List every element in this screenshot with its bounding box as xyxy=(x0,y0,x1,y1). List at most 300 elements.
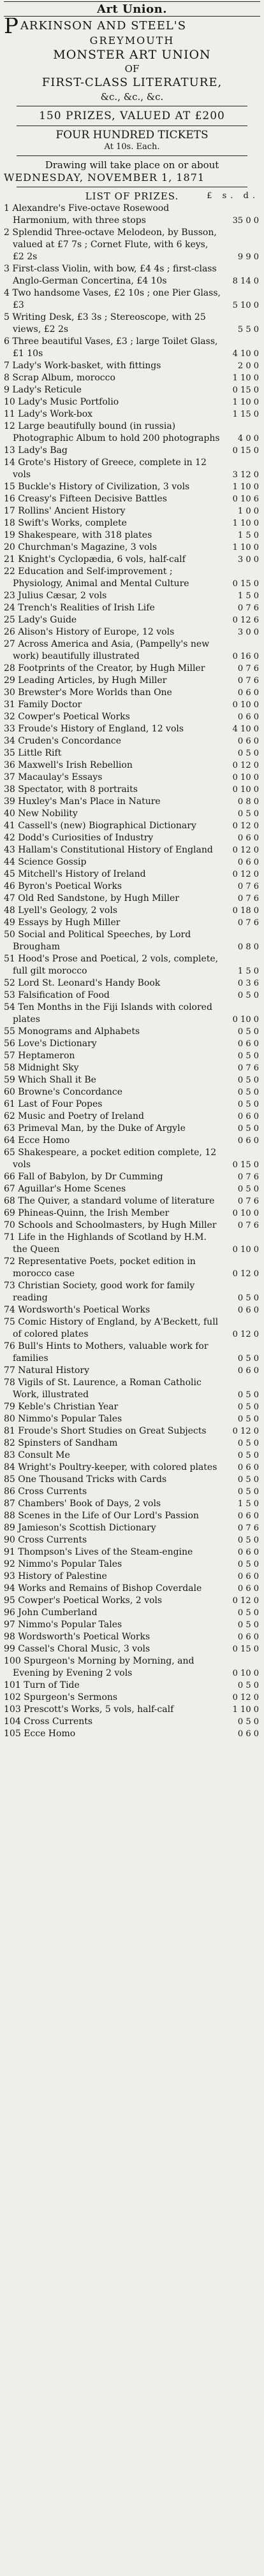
prize-description: 18 Swift's Works, complete xyxy=(4,518,127,528)
list-item xyxy=(4,1365,260,1377)
prize-value: 0 5 0 xyxy=(237,1076,259,1085)
prize-value: 0 7 6 xyxy=(237,1197,259,1206)
list-item xyxy=(4,929,260,953)
prize-description: 22 Education and Self-improvement ; Physiology, Animal and Mental Culture xyxy=(4,566,189,589)
list-item xyxy=(4,747,260,759)
prize-description: 46 Byron's Poetical Works xyxy=(4,881,122,891)
prize-description: 57 Heptameron xyxy=(4,1051,75,1061)
list-item xyxy=(4,312,260,336)
prize-description: 89 Jamieson's Scottish Dictionary xyxy=(4,1523,156,1533)
prize-description: 23 Julius Cæsar, 2 vols xyxy=(4,591,107,601)
prize-description: 72 Representative Poets, pocket edition in morocco case xyxy=(4,1256,196,1279)
prize-description: 25 Lady's Guide xyxy=(4,615,77,625)
prize-value: 0 18 0 xyxy=(232,906,259,916)
prize-description: 36 Maxwell's Irish Rebellion xyxy=(4,760,133,770)
list-item xyxy=(4,784,260,796)
prize-description: 55 Monograms and Alphabets xyxy=(4,1026,140,1037)
literature-line: FIRST-CLASS LITERATURE, xyxy=(41,76,223,89)
prize-description: 88 Scenes in the Life of Our Lord's Passion xyxy=(4,1511,199,1521)
list-item xyxy=(4,1546,260,1558)
list-item xyxy=(4,203,260,227)
prize-value: 0 10 0 xyxy=(232,700,259,710)
prize-value: 0 6 0 xyxy=(237,1112,259,1121)
prize-value: 1 10 0 xyxy=(232,1705,259,1715)
prize-value: 0 15 0 xyxy=(232,446,259,456)
list-item xyxy=(4,602,260,614)
list-item xyxy=(4,796,260,808)
prize-value: 0 6 0 xyxy=(237,1572,259,1581)
list-item xyxy=(4,1195,260,1207)
prize-value: 0 5 0 xyxy=(237,749,259,758)
prize-value: 0 7 6 xyxy=(237,1172,259,1182)
list-item xyxy=(4,808,260,820)
prize-value: 1 5 0 xyxy=(237,531,259,540)
list-item xyxy=(4,1498,260,1510)
prize-description: 68 The Quiver, a standard volume of literature xyxy=(4,1196,215,1206)
prize-value: 0 12 6 xyxy=(232,615,259,625)
prize-description: 58 Midnight Sky xyxy=(4,1063,79,1073)
prize-description: 49 Essays by Hugh Miller xyxy=(4,917,121,928)
prize-description: 80 Nimmo's Popular Tales xyxy=(4,1414,122,1424)
art-union-title: MONSTER ART UNION xyxy=(53,48,211,62)
prize-description: 63 Primeval Man, by the Duke of Argyle xyxy=(4,1123,186,1133)
prize-description: 87 Chambers' Book of Days, 2 vols xyxy=(4,1499,161,1509)
prize-description: 93 History of Palestine xyxy=(4,1571,107,1581)
prize-value: 0 5 0 xyxy=(237,1536,259,1545)
prize-value: 1 10 0 xyxy=(232,519,259,528)
list-item xyxy=(4,1522,260,1534)
prize-value: 0 5 0 xyxy=(237,1560,259,1569)
list-item xyxy=(4,953,260,977)
prize-value: 4 10 0 xyxy=(232,724,259,734)
list-item xyxy=(4,638,260,663)
list-item xyxy=(4,1062,260,1074)
list-item xyxy=(4,687,260,699)
ticket-price-line: At 10s. Each. xyxy=(104,142,160,152)
prize-description: 20 Churchman's Magazine, 3 vols xyxy=(4,542,158,552)
prize-value: 0 12 0 xyxy=(232,1427,259,1436)
prize-value: 0 7 6 xyxy=(237,603,259,613)
prize-description: 17 Rollins' Ancient History xyxy=(4,506,126,516)
prize-description: 78 Vigils of St. Laurence, a Roman Catholic Work, illustrated xyxy=(4,1378,202,1400)
prize-description: 10 Lady's Music Portfolio xyxy=(4,397,119,407)
prize-value: 0 5 0 xyxy=(237,1439,259,1448)
prize-value: 0 12 0 xyxy=(232,761,259,770)
prize-description: 98 Wordsworth's Poetical Works xyxy=(4,1632,150,1642)
prize-description: 91 Thompson's Lives of the Steam-engine xyxy=(4,1547,193,1557)
prize-description: 32 Cowper's Poetical Works xyxy=(4,712,130,722)
prize-value: 2 0 0 xyxy=(237,361,259,371)
prize-value: 0 7 6 xyxy=(237,918,259,928)
prize-list xyxy=(4,203,260,1740)
prize-value: 1 5 0 xyxy=(237,1499,259,1509)
prize-description: 103 Prescott's Works, 5 vols, half-calf xyxy=(4,1704,174,1715)
prize-description: 6 Three beautiful Vases, £3 ; large Toilet Glass, £1 10s xyxy=(4,336,218,359)
list-item xyxy=(4,554,260,566)
list-item xyxy=(4,263,260,287)
list-item xyxy=(4,1607,260,1619)
prize-description: 94 Works and Remains of Bishop Coverdale xyxy=(4,1583,202,1594)
list-item xyxy=(4,1413,260,1425)
list-item xyxy=(4,1655,260,1680)
list-item xyxy=(4,1232,260,1256)
prize-description: 75 Comic History of England, by A'Beckett, full of colored plates xyxy=(4,1317,219,1339)
prize-value: 0 12 0 xyxy=(232,1693,259,1702)
prize-value: 1 5 0 xyxy=(237,591,259,601)
list-item xyxy=(4,408,260,421)
list-item xyxy=(4,529,260,542)
divider xyxy=(17,155,247,156)
prize-value: 0 6 0 xyxy=(237,1136,259,1146)
list-item xyxy=(4,1583,260,1595)
prize-value: 1 15 0 xyxy=(232,410,259,419)
firm-name xyxy=(4,18,260,34)
prize-value: 0 7 6 xyxy=(237,1063,259,1073)
etc-line: &c., &c., &c. xyxy=(100,91,164,103)
list-item xyxy=(4,1486,260,1498)
prize-description: 48 Lyell's Geology, 2 vols xyxy=(4,905,118,916)
list-item xyxy=(4,1086,260,1098)
list-item xyxy=(4,1450,260,1462)
prize-value: 3 0 0 xyxy=(237,628,259,637)
prize-value: 1 10 0 xyxy=(232,482,259,492)
prize-description: 7 Lady's Work-basket, with fittings xyxy=(4,361,161,371)
list-item xyxy=(4,614,260,626)
prize-description: 82 Spinsters of Sandham xyxy=(4,1438,118,1448)
section-heading: Art Union. xyxy=(96,3,167,16)
prize-description: 74 Wordsworth's Poetical Works xyxy=(4,1305,150,1315)
prize-value: 0 8 0 xyxy=(237,797,259,807)
prize-value: 0 6 0 xyxy=(237,858,259,867)
prize-description: 73 Christian Society, good work for family reading xyxy=(4,1281,195,1303)
prize-description: 101 Turn of Tide xyxy=(4,1680,80,1690)
list-item xyxy=(4,1304,260,1316)
list-item xyxy=(4,1631,260,1643)
list-item xyxy=(4,881,260,893)
prize-value: 0 7 6 xyxy=(237,664,259,673)
prize-description: 44 Science Gossip xyxy=(4,857,87,867)
prize-value: 0 10 6 xyxy=(232,494,259,504)
list-item xyxy=(4,977,260,989)
prize-description: 54 Ten Months in the Fiji Islands with colored plates xyxy=(4,1002,212,1025)
prize-description: 77 Natural History xyxy=(4,1365,89,1376)
list-item xyxy=(4,1704,260,1716)
list-item xyxy=(4,1692,260,1704)
prize-description: 19 Shakespeare, with 318 plates xyxy=(4,530,152,540)
prize-value: 0 10 0 xyxy=(232,1209,259,1218)
list-item xyxy=(4,1183,260,1195)
prize-description: 97 Nimmo's Popular Tales xyxy=(4,1620,122,1630)
heading-rule xyxy=(4,16,260,17)
prize-value: 0 16 0 xyxy=(232,652,259,661)
prize-description: 38 Spectator, with 8 portraits xyxy=(4,784,138,795)
prize-value: 1 0 0 xyxy=(237,507,259,516)
prize-description: 1 Alexandre's Five-octave Rosewood Harmonium, with three stops xyxy=(4,203,170,226)
list-item xyxy=(4,493,260,505)
list-item xyxy=(4,1341,260,1365)
prize-description: 84 Wright's Poultry-keeper, with colored plates xyxy=(4,1462,217,1472)
prize-description: 59 Which Shall it Be xyxy=(4,1075,96,1085)
tickets-line: FOUR HUNDRED TICKETS xyxy=(55,129,209,141)
prize-description: 100 Spurgeon's Morning by Morning, and Evening by Evening 2 vols xyxy=(4,1656,194,1678)
prize-value: 0 5 0 xyxy=(237,1451,259,1460)
list-item xyxy=(4,1462,260,1474)
prize-value: 35 0 0 xyxy=(232,216,259,226)
list-item xyxy=(4,1377,260,1401)
prize-value: 0 5 0 xyxy=(237,1124,259,1133)
prize-description: 52 Lord St. Leonard's Handy Book xyxy=(4,978,161,988)
prize-value: 0 12 0 xyxy=(232,870,259,879)
list-item xyxy=(4,989,260,1002)
prize-description: 66 Fall of Babylon, by Dr Cumming xyxy=(4,1172,163,1182)
prize-description: 15 Buckle's History of Civilization, 3 vols xyxy=(4,482,190,492)
list-item xyxy=(4,1316,260,1341)
prize-description: 34 Cruden's Concordance xyxy=(4,736,122,746)
prize-list-title-text: LIST OF PRIZES. xyxy=(85,191,179,202)
list-item xyxy=(4,566,260,590)
list-item xyxy=(4,1728,260,1740)
prize-description: 45 Mitchell's History of Ireland xyxy=(4,869,146,879)
prize-description: 14 Grote's History of Greece, complete in 12 vols xyxy=(4,457,207,480)
prize-value: 0 6 0 xyxy=(237,1584,259,1594)
list-item xyxy=(4,1074,260,1086)
prize-description: 104 Cross Currents xyxy=(4,1716,93,1727)
prize-value: 0 5 0 xyxy=(237,1414,259,1424)
prize-value: 0 6 0 xyxy=(237,1306,259,1315)
prize-description: 85 One Thousand Tricks with Cards xyxy=(4,1474,167,1485)
town-name: GREYMOUTH xyxy=(89,34,175,47)
list-item xyxy=(4,1643,260,1655)
list-item xyxy=(4,1256,260,1280)
list-item xyxy=(4,445,260,457)
prize-value: 0 6 0 xyxy=(237,1366,259,1376)
prize-value: 5 10 0 xyxy=(232,301,259,310)
list-item xyxy=(4,856,260,868)
prize-description: 69 Phineas-Quinn, the Irish Member xyxy=(4,1208,170,1218)
prize-description: 11 Lady's Work-box xyxy=(4,409,93,419)
prize-value: 0 6 0 xyxy=(237,1548,259,1557)
list-item xyxy=(4,905,260,917)
prize-description: 27 Across America and Asia, (Pampelly's new work) beautifully illustrated xyxy=(4,639,210,661)
list-item xyxy=(4,626,260,638)
prize-value: 0 6 0 xyxy=(237,712,259,722)
prize-description: 39 Huxley's Man's Place in Nature xyxy=(4,796,161,807)
list-item xyxy=(4,227,260,263)
prize-value: 0 5 0 xyxy=(237,1293,259,1303)
prize-description: 62 Music and Poetry of Ireland xyxy=(4,1111,144,1121)
list-item xyxy=(4,675,260,687)
prize-value: 0 5 0 xyxy=(237,1717,259,1727)
list-item xyxy=(4,1147,260,1171)
list-item xyxy=(4,893,260,905)
prize-description: 8 Scrap Album, morocco xyxy=(4,373,115,383)
list-item xyxy=(4,1619,260,1631)
prize-description: 76 Bull's Hints to Mothers, valuable work for families xyxy=(4,1341,209,1364)
list-item xyxy=(4,868,260,881)
prize-value: 0 6 0 xyxy=(237,1039,259,1049)
list-item xyxy=(4,1026,260,1038)
prize-value: 0 7 6 xyxy=(237,882,259,891)
prize-value: 0 5 0 xyxy=(237,991,259,1000)
prize-description: 105 Ecce Homo xyxy=(4,1729,76,1739)
list-item xyxy=(4,1280,260,1304)
prize-value: 0 7 6 xyxy=(237,676,259,686)
prize-value: 1 10 0 xyxy=(232,398,259,407)
top-rule xyxy=(4,1,260,2)
prize-description: 60 Browne's Concordance xyxy=(4,1087,123,1097)
prize-description: 47 Old Red Sandstone, by Hugh Miller xyxy=(4,893,179,903)
list-item xyxy=(4,336,260,360)
prize-description: 5 Writing Desk, £3 3s ; Stereoscope, with 25 views, £2 2s xyxy=(4,312,206,335)
prize-value: 0 5 0 xyxy=(237,1088,259,1097)
prize-description: 30 Brewster's More Worlds than One xyxy=(4,687,172,698)
prize-value: 0 5 0 xyxy=(237,1184,259,1194)
prize-description: 33 Froude's History of England, 12 vols xyxy=(4,724,184,734)
drop-cap: P xyxy=(4,18,19,34)
prize-value: 0 15 0 xyxy=(232,385,259,395)
list-item xyxy=(4,287,260,312)
prize-description: 99 Cassel's Choral Music, 3 vols xyxy=(4,1644,150,1654)
prize-description: 9 Lady's Reticule xyxy=(4,385,82,395)
prize-description: 53 Falsification of Food xyxy=(4,990,110,1000)
list-item xyxy=(4,396,260,408)
prize-description: 79 Keble's Christian Year xyxy=(4,1402,119,1412)
list-item xyxy=(4,699,260,711)
prize-value: 0 5 0 xyxy=(237,1027,259,1037)
prize-value: 0 5 0 xyxy=(237,1354,259,1364)
prize-value: 0 7 6 xyxy=(237,1221,259,1230)
prize-description: 41 Cassell's (new) Biographical Dictionary xyxy=(4,821,196,831)
prize-description: 50 Social and Political Speeches, by Lord Brougham xyxy=(4,930,191,952)
prize-value: 8 14 0 xyxy=(232,277,259,286)
list-item xyxy=(4,360,260,372)
list-item xyxy=(4,1050,260,1062)
list-item xyxy=(4,1171,260,1183)
prize-value: 0 5 0 xyxy=(237,1100,259,1109)
prize-value: 0 5 0 xyxy=(237,1620,259,1630)
prize-description: 37 Macaulay's Essays xyxy=(4,772,103,782)
list-item xyxy=(4,421,260,445)
list-item xyxy=(4,844,260,856)
prize-description: 86 Cross Currents xyxy=(4,1486,87,1497)
prize-value: 1 5 0 xyxy=(237,967,259,976)
prize-value: 0 15 0 xyxy=(232,579,259,589)
list-item xyxy=(4,1135,260,1147)
list-item xyxy=(4,1002,260,1026)
prize-description: 13 Lady's Bag xyxy=(4,445,68,456)
prize-value: 0 10 0 xyxy=(232,1669,259,1678)
prize-value: 9 9 0 xyxy=(237,252,259,262)
prize-description: 67 Aguillar's Home Scenes xyxy=(4,1184,126,1194)
prize-value: 0 12 0 xyxy=(232,1330,259,1339)
prize-value: 0 3 6 xyxy=(237,979,259,988)
prize-description: 70 Schools and Schoolmasters, by Hugh Miller xyxy=(4,1220,217,1230)
list-item xyxy=(4,1571,260,1583)
drawing-line: Drawing will take place on or about xyxy=(45,159,219,171)
list-item xyxy=(4,711,260,723)
prize-description: 31 Family Doctor xyxy=(4,700,82,710)
prize-description: 16 Creasy's Fifteen Decisive Battles xyxy=(4,494,167,504)
list-item xyxy=(4,832,260,844)
prize-value: 1 10 0 xyxy=(232,543,259,552)
firm-name-rest: ARKINSON AND STEEL'S xyxy=(20,19,187,32)
prize-description: 40 New Nobility xyxy=(4,809,78,819)
prize-description: 81 Froude's Short Studies on Great Subjects xyxy=(4,1426,207,1436)
prize-description: 28 Footprints of the Creator, by Hugh Miller xyxy=(4,663,205,673)
list-item xyxy=(4,1220,260,1232)
prize-value: 0 6 0 xyxy=(237,688,259,698)
list-item xyxy=(4,1510,260,1522)
list-item xyxy=(4,1474,260,1486)
list-item xyxy=(4,917,260,929)
prize-value: 1 10 0 xyxy=(232,373,259,383)
prize-value: 0 5 0 xyxy=(237,809,259,819)
list-item xyxy=(4,1123,260,1135)
list-item xyxy=(4,481,260,493)
prize-description: 61 Last of Four Popes xyxy=(4,1099,103,1109)
prize-value: 0 6 0 xyxy=(237,833,259,843)
prize-value: 0 7 6 xyxy=(237,1523,259,1533)
prize-value: 0 10 0 xyxy=(232,773,259,782)
prize-description: 96 John Cumberland xyxy=(4,1608,98,1618)
prize-description: 95 Cowper's Poetical Works, 2 vols xyxy=(4,1595,163,1606)
prize-description: 26 Alison's History of Europe, 12 vols xyxy=(4,627,175,637)
prize-description: 90 Cross Currents xyxy=(4,1535,87,1545)
prize-description: 42 Dodd's Curiosities of Industry xyxy=(4,833,154,843)
list-item xyxy=(4,772,260,784)
prize-description: 3 First-class Violin, with bow, £4 4s ; first-class Anglo-German Concertina, £4 10s xyxy=(4,264,217,286)
list-item xyxy=(4,505,260,517)
prize-description: 102 Spurgeon's Sermons xyxy=(4,1692,118,1702)
list-item xyxy=(4,517,260,529)
prize-description: 4 Two handsome Vases, £2 10s ; one Pier Glass, £3 xyxy=(4,288,221,310)
list-item xyxy=(4,1558,260,1571)
prize-description: 71 Life in the Highlands of Scotland by H.M. the Queen xyxy=(4,1232,207,1255)
list-item xyxy=(4,372,260,384)
prize-value: 0 10 0 xyxy=(232,1245,259,1255)
prize-value: 0 12 0 xyxy=(232,821,259,831)
prize-value: 3 12 0 xyxy=(232,470,259,480)
prize-value: 0 6 0 xyxy=(237,737,259,746)
list-item xyxy=(4,1437,260,1450)
prize-description: 92 Nimmo's Popular Tales xyxy=(4,1559,122,1569)
prize-value: 4 10 0 xyxy=(232,349,259,359)
list-item xyxy=(4,1098,260,1111)
prize-value: 0 15 0 xyxy=(232,1160,259,1170)
list-item xyxy=(4,1111,260,1123)
list-item xyxy=(4,759,260,772)
prize-value: 0 5 0 xyxy=(237,1608,259,1618)
prize-description: 64 Ecce Homo xyxy=(4,1135,70,1146)
prizes-value-line: 150 PRIZES, VALUED AT £200 xyxy=(39,110,225,122)
prize-value: 0 6 0 xyxy=(237,1632,259,1642)
list-item xyxy=(4,663,260,675)
prize-description: 65 Shakespeare, a pocket edition complete, 12 vols xyxy=(4,1148,217,1170)
prize-description: 43 Hallam's Constitutional History of England xyxy=(4,845,213,855)
list-item xyxy=(4,1401,260,1413)
prize-value: 0 5 0 xyxy=(237,1487,259,1497)
prize-value: 5 5 0 xyxy=(237,325,259,335)
of-line: OF xyxy=(124,63,140,75)
prize-value: 0 5 0 xyxy=(237,1402,259,1412)
prize-value: 0 6 0 xyxy=(237,1511,259,1521)
prize-value: 0 5 0 xyxy=(237,1475,259,1485)
list-item xyxy=(4,1038,260,1050)
currency-columns: £ s. d. xyxy=(207,191,259,201)
list-item xyxy=(4,1716,260,1728)
list-item xyxy=(4,1425,260,1437)
prize-description: 56 Love's Dictionary xyxy=(4,1039,97,1049)
